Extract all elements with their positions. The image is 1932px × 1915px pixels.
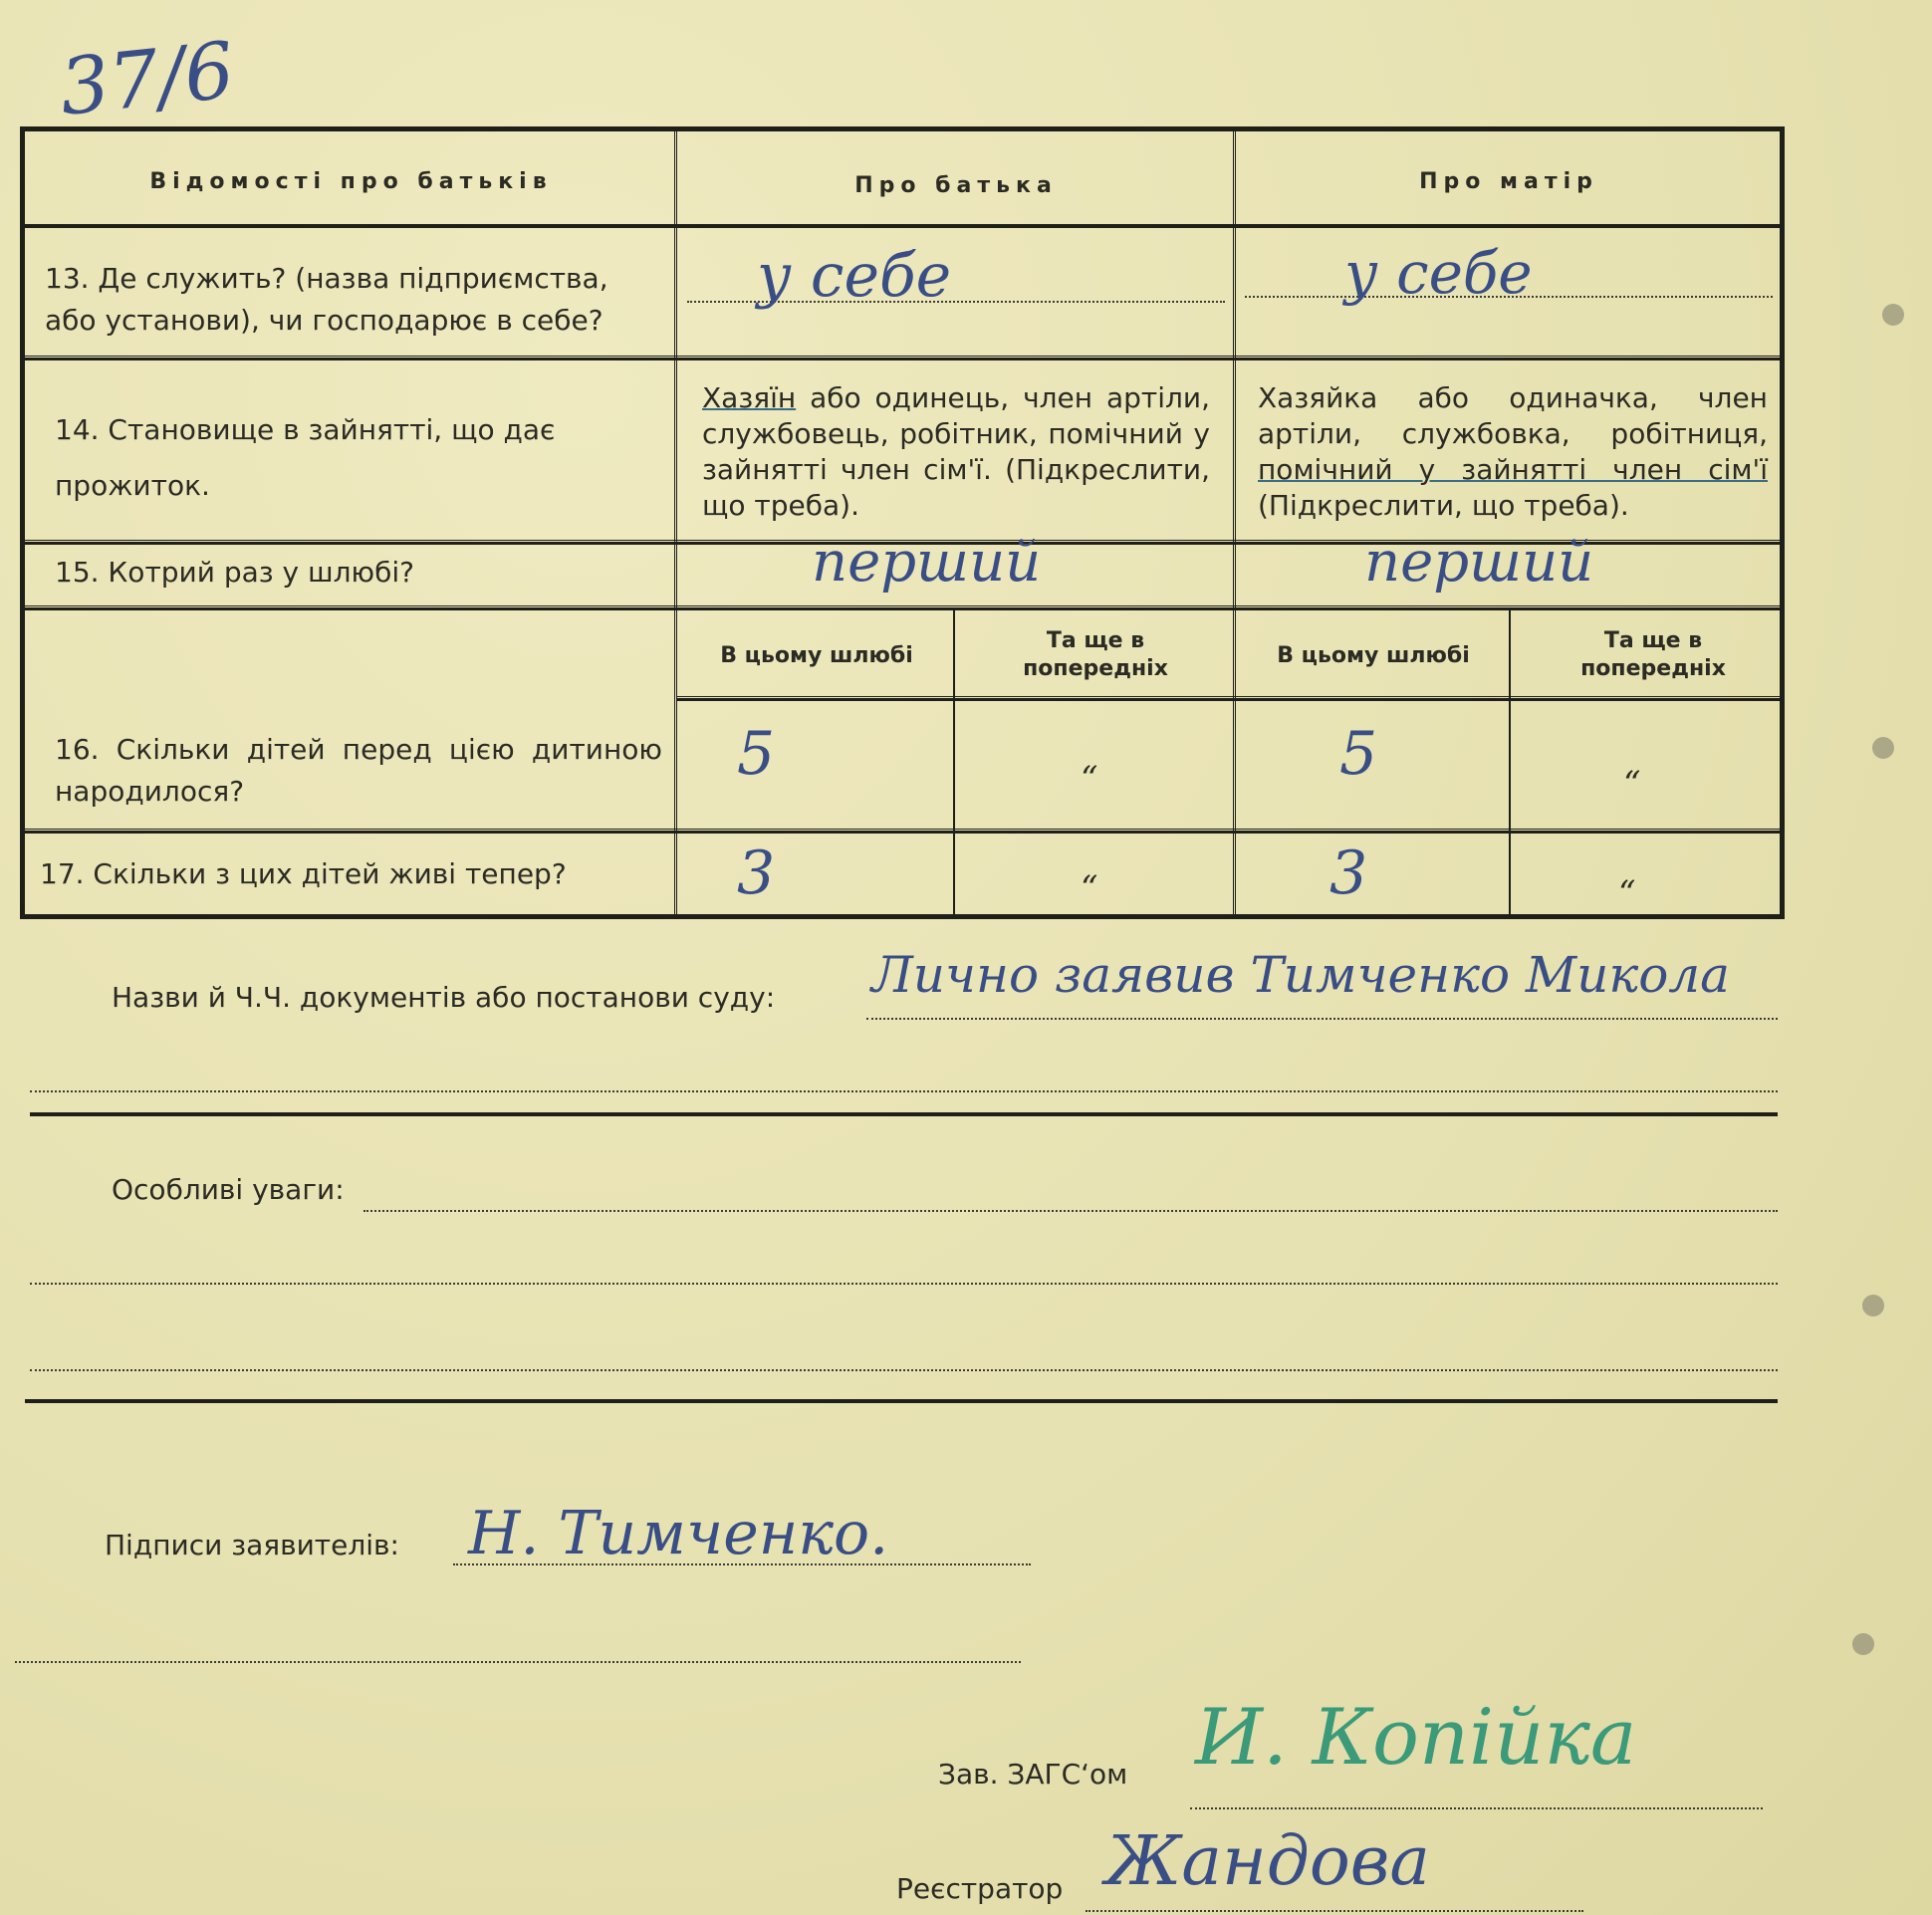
answer-16-mother-prev: “ — [1623, 764, 1641, 804]
header-about-mother: Про матір — [1419, 169, 1598, 194]
subheader-father-this: В цьому шлюбі — [720, 643, 913, 668]
registrar-label: Реєстратор — [896, 1872, 1064, 1905]
notes-dotline-1 — [363, 1210, 1778, 1212]
divider-v2 — [1233, 131, 1236, 918]
divider-v-f-sub — [953, 609, 955, 918]
applicants-signature: Н. Тимченко. — [468, 1499, 889, 1568]
notes-label: Особливі уваги: — [112, 1173, 345, 1206]
zags-head-signature: И. Копійка — [1195, 1693, 1637, 1783]
applicants-label: Підписи заявителів: — [105, 1529, 399, 1561]
options-14-mother-tail: (Підкреслити, що треба). — [1258, 489, 1629, 522]
archive-number: 37/6 — [55, 26, 239, 133]
documents-dotline-2 — [30, 1090, 1778, 1092]
zags-head-label: Зав. ЗАГС‘ом — [938, 1758, 1128, 1791]
answer-17-mother-prev: “ — [1618, 873, 1636, 913]
answer-16-father-this: 5 — [737, 719, 776, 789]
notes-rule — [25, 1399, 1778, 1403]
answer-15-mother: перший — [1364, 530, 1594, 595]
registrar-dotline — [1086, 1910, 1583, 1912]
divider-v1 — [674, 131, 677, 918]
options-14-mother-head: Хазяйка або одиначка, член артіли, службовка, робітниця, — [1258, 381, 1768, 450]
options-14-father-rest: або одинець, член артіли, службовець, робітник, помічний у зайнятті член сім'ї. (Підкреслити, що треба). — [702, 381, 1210, 522]
question-15: 15. Котрий раз у шлюбі? — [55, 556, 415, 589]
parents-info-table — [20, 126, 1785, 919]
documents-rule — [30, 1112, 1778, 1116]
options-14-mother-selected: помічний у зайнятті член сім'ї — [1258, 453, 1768, 486]
subheader-mother-this: В цьому шлюбі — [1277, 643, 1470, 668]
binding-hole — [1872, 737, 1894, 759]
binding-hole — [1882, 304, 1904, 326]
subheader-father-prev: Та ще в попередніх — [1023, 628, 1168, 681]
divider-h-16sub — [677, 696, 1783, 701]
subheader-mother-prev: Та ще в попередніх — [1580, 628, 1726, 681]
options-14-mother — [1258, 380, 1768, 524]
binding-hole — [1862, 1295, 1884, 1317]
answer-13-father: у себе — [757, 241, 952, 311]
zags-head-dotline — [1190, 1807, 1763, 1809]
answer-17-mother-this: 3 — [1329, 838, 1368, 908]
question-13: 13. Де служить? (назва підприємства, або установи), чи господарює в себе? — [45, 262, 608, 337]
answer-17-father-prev: “ — [1081, 868, 1098, 908]
documents-dotline-1 — [866, 1018, 1778, 1020]
divider-v-m-sub — [1509, 609, 1511, 918]
notes-dotline-2 — [30, 1283, 1778, 1285]
answer-16-mother-this: 5 — [1339, 719, 1378, 789]
header-about-father: Про батька — [854, 173, 1058, 198]
registrar-signature: Жандова — [1105, 1822, 1430, 1901]
divider-h-13 — [25, 356, 1783, 360]
notes-dotline-3 — [30, 1369, 1778, 1371]
documents-label: Назви й Ч.Ч. документів або постанови суду: — [112, 981, 776, 1014]
applicants-dotline-2 — [15, 1661, 1021, 1663]
binding-hole — [1852, 1633, 1874, 1655]
divider-h-header — [25, 224, 1783, 228]
answer-16-father-prev: “ — [1081, 759, 1098, 799]
answer-17-father-this: 3 — [737, 838, 776, 908]
documents-value: Лично заявив Тимченко Микола — [871, 946, 1730, 1004]
answer-13-mother: у себе — [1344, 239, 1533, 307]
divider-h-15 — [25, 605, 1783, 610]
question-17: 17. Скільки з цих дітей живі тепер? — [40, 857, 567, 890]
question-14: 14. Становище в зайнятті, що дає прожиток. — [55, 413, 556, 502]
divider-h-16 — [25, 829, 1783, 834]
options-14-father-selected: Хазяїн — [702, 381, 797, 414]
options-14-father — [702, 380, 1210, 524]
answer-15-father: перший — [812, 530, 1042, 595]
question-16: 16. Скільки дітей перед цією дитиною народилося? — [55, 733, 662, 808]
header-parents-info: Відомості про батьків — [149, 169, 553, 194]
